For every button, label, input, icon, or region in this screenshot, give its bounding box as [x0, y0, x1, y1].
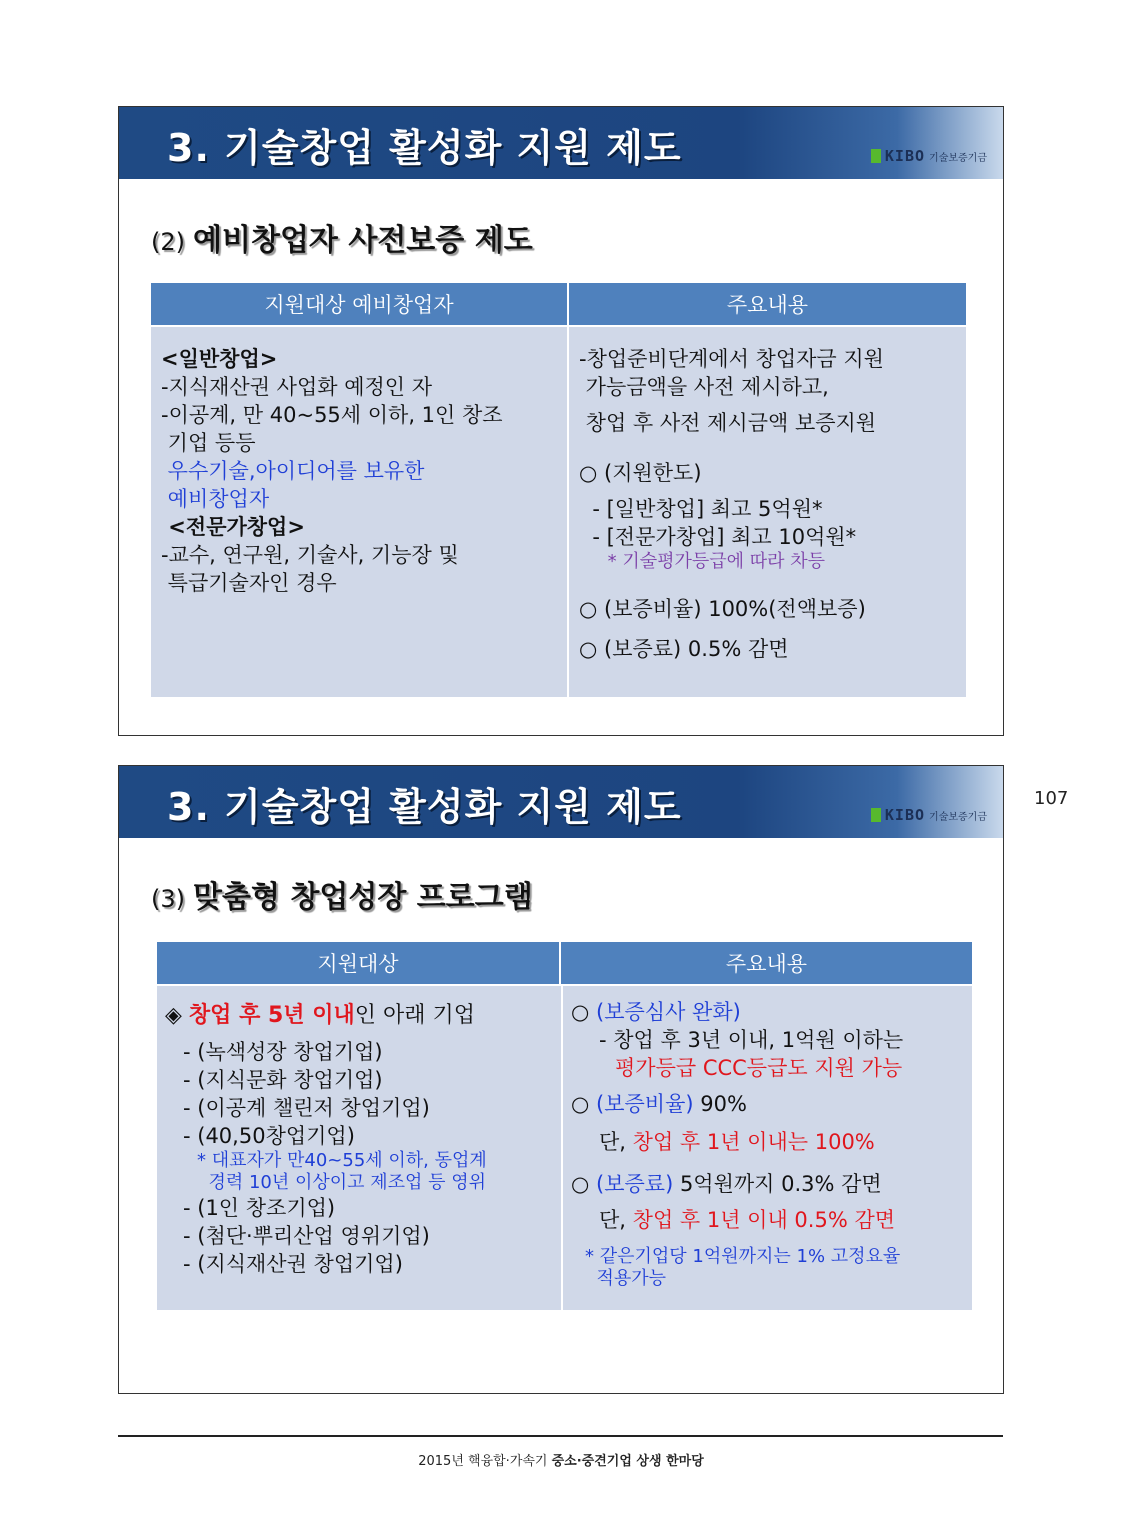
section-number: (3) [151, 885, 185, 913]
content-cell [569, 327, 966, 697]
logo-korean: 기술보증기금 [929, 811, 987, 823]
list-item-note: * 기술평가등급에 따라 차등 [579, 551, 826, 572]
list-item: ○ (보증비율) 100%(전액보증) [579, 597, 866, 621]
item-value: 90% [693, 1092, 747, 1116]
highlight-text: 창업 후 5년 이내 [188, 1003, 355, 1028]
header-cell-content: 주요내용 [569, 283, 966, 325]
table-header [157, 942, 972, 984]
list-item: - (이공계 챌린저 창업기업) [183, 1096, 430, 1120]
list-item: -교수, 연구원, 기술사, 기능장 및 [161, 543, 459, 567]
banner-title: 3. 기술창업 활성화 지원 제도 [167, 785, 682, 829]
list-item: 가능금액을 사전 제시하고, [579, 375, 829, 399]
content-item [571, 1206, 972, 1234]
section-title: 예비창업자 사전보증 제도 [193, 223, 533, 258]
circle-icon: ○ [571, 1000, 590, 1024]
circle-icon: ○ [571, 1092, 590, 1116]
list-item: <전문가창업> [161, 515, 305, 539]
footer-prefix: 2015년 핵융합·가속기 [418, 1454, 552, 1469]
content-item [571, 1128, 972, 1156]
content-item [571, 1090, 972, 1118]
target-cell [151, 327, 567, 697]
section-number: (2) [151, 228, 185, 256]
list-item: - (40,50창업기업) [183, 1124, 355, 1148]
kibo-logo [871, 147, 987, 165]
item-prefix: 단, [599, 1208, 626, 1232]
logo-mark-icon [871, 149, 881, 163]
diamond-icon: ◈ [165, 1003, 182, 1028]
heading-rest: 인 아래 기업 [354, 1003, 475, 1028]
content-item-highlight: 창업 후 1년 이내 0.5% 감면 [632, 1208, 896, 1232]
kibo-logo [871, 806, 987, 824]
slide-1 [118, 106, 1004, 736]
table-header [151, 283, 966, 325]
list-item-note: 경력 10년 이상이고 제조업 등 영위 [197, 1172, 486, 1193]
section-title: 맞춤형 창업성장 프로그램 [193, 880, 533, 915]
list-item: - (지식문화 창업기업) [183, 1068, 383, 1092]
section-subtitle [151, 872, 533, 916]
list-item: -창업준비단계에서 창업자금 지원 [579, 347, 884, 371]
page-number: 107 [1034, 788, 1069, 809]
list-item: - (첨단·뿌리산업 영위기업) [183, 1224, 430, 1248]
content-item [571, 1170, 972, 1198]
content-note: 적용가능 [585, 1268, 666, 1289]
section-subtitle [151, 215, 533, 259]
content-item: - 창업 후 3년 이내, 1억원 이하는 [599, 1028, 904, 1052]
list-item: -지식재산권 사업화 예정인 자 [161, 375, 433, 399]
item-label: (보증비율) [596, 1092, 694, 1116]
program-table [157, 942, 972, 1310]
list-item: 특급기술자인 경우 [161, 571, 337, 595]
slide-banner [119, 107, 1003, 179]
table-body [157, 986, 972, 1310]
list-item: ○ (보증료) 0.5% 감면 [579, 637, 789, 661]
header-cell-content: 주요내용 [561, 942, 972, 984]
banner-title: 3. 기술창업 활성화 지원 제도 [167, 126, 682, 170]
circle-icon: ○ [571, 1172, 590, 1196]
list-item: 우수기술,아이디어를 보유한 [161, 459, 425, 483]
content-item-highlight: 창업 후 1년 이내는 100% [632, 1130, 875, 1154]
list-item: 창업 후 사전 제시금액 보증지원 [579, 411, 877, 435]
target-heading [165, 1000, 561, 1032]
header-cell-target: 지원대상 예비창업자 [151, 283, 567, 325]
item-value: 5억원까지 0.3% 감면 [673, 1172, 882, 1196]
logo-word: KIBO [884, 147, 926, 165]
footer-divider [118, 1435, 1003, 1437]
support-table [151, 283, 966, 697]
target-cell [157, 986, 561, 1310]
footer-event-name: 중소·중견기업 상생 한마당 [551, 1454, 704, 1469]
list-item: <일반창업> [161, 347, 278, 371]
logo-word: KIBO [884, 806, 926, 824]
logo-korean: 기술보증기금 [929, 152, 987, 164]
list-item-note: * 대표자가 만40~55세 이하, 동업계 [197, 1150, 487, 1171]
content-cell [563, 986, 972, 1310]
list-item: - (지식재산권 창업기업) [183, 1252, 403, 1276]
list-item: -이공계, 만 40~55세 이하, 1인 창조 [161, 403, 503, 427]
list-item: - [일반창업] 최고 5억원* [579, 497, 823, 521]
content-item [571, 998, 972, 1026]
list-item: - (녹색성장 창업기업) [183, 1040, 383, 1064]
page-footer [0, 1450, 1122, 1469]
slide-2 [118, 765, 1004, 1394]
table-body [151, 327, 966, 697]
slide-banner [119, 766, 1003, 838]
logo-mark-icon [871, 808, 881, 822]
item-prefix: 단, [599, 1130, 626, 1154]
list-item: 예비창업자 [161, 487, 270, 511]
list-item: 기업 등등 [161, 431, 256, 455]
list-item: ○ (지원한도) [579, 461, 702, 485]
content-note: * 같은기업당 1억원까지는 1% 고정요율 [585, 1246, 901, 1267]
item-label: (보증심사 완화) [596, 1000, 741, 1024]
list-item: - (1인 창조기업) [183, 1196, 336, 1220]
content-item-highlight: 평가등급 CCC등급도 지원 가능 [615, 1056, 903, 1080]
header-cell-target: 지원대상 [157, 942, 559, 984]
list-item: - [전문가창업] 최고 10억원* [579, 525, 857, 549]
item-label: (보증료) [596, 1172, 674, 1196]
target-list [165, 1038, 561, 1278]
